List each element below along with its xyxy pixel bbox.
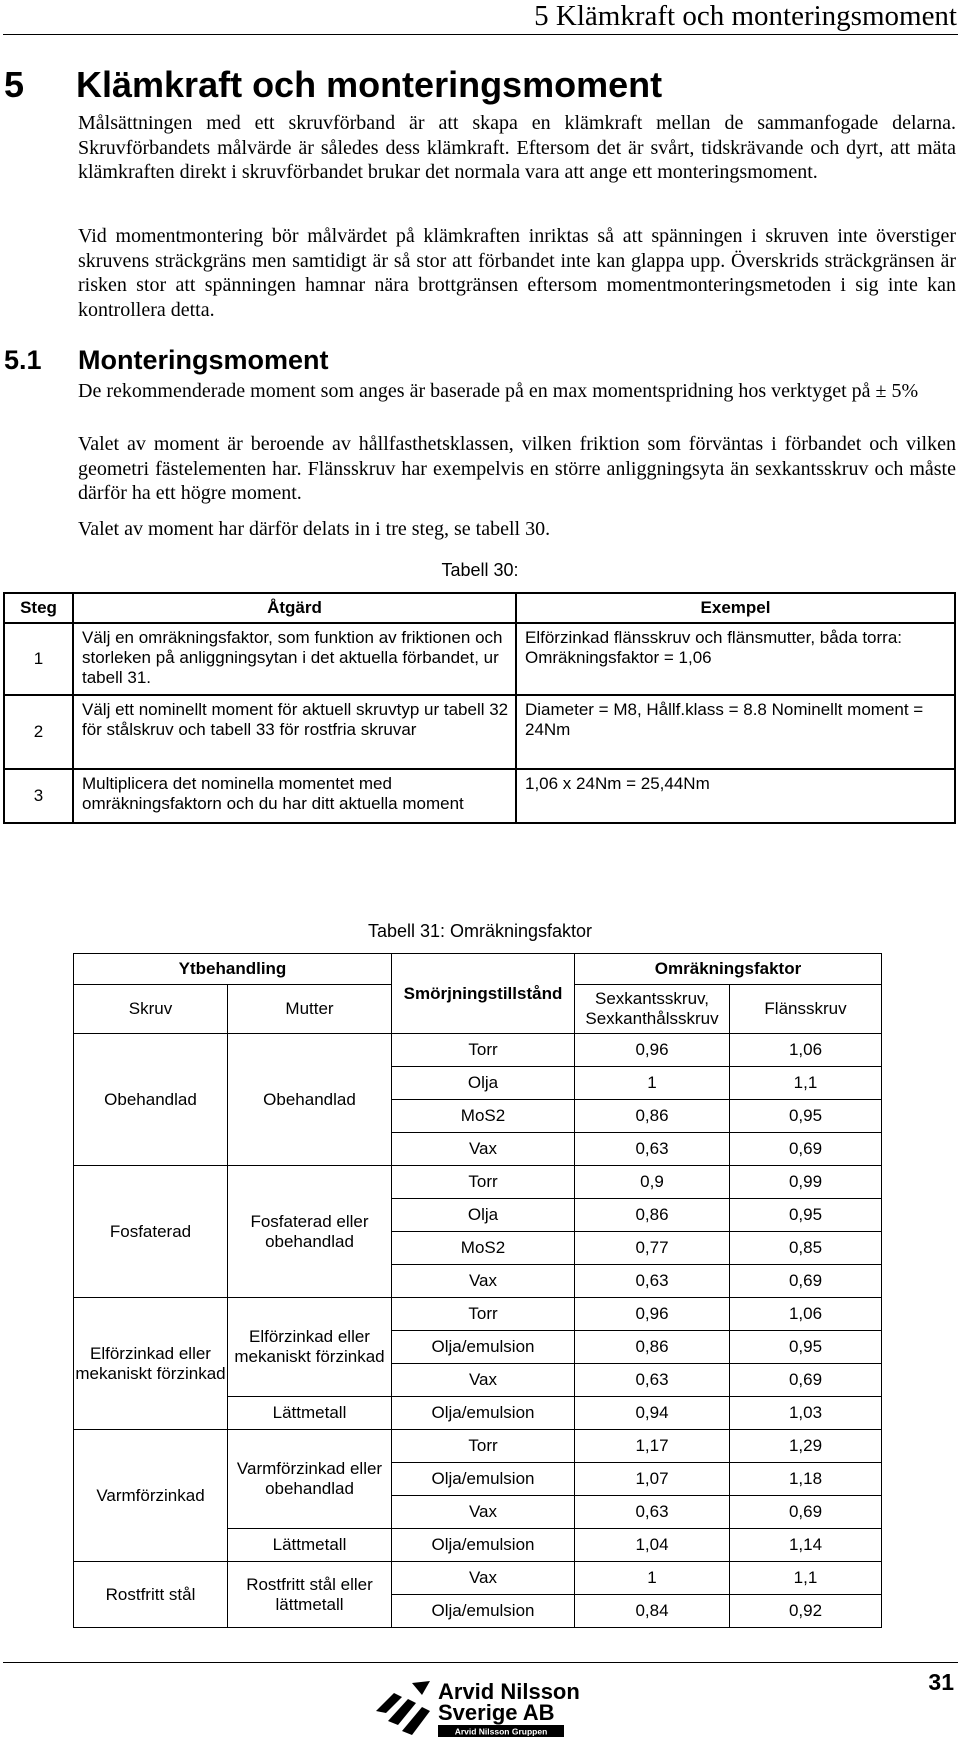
- faktor-sexkant-cell: 0,96: [575, 1034, 730, 1067]
- subsection-heading: [4, 345, 329, 376]
- section-heading: [4, 64, 662, 106]
- table31-caption: Tabell 31: Omräkningsfaktor: [367, 921, 593, 941]
- faktor-sexkant-cell: 1: [575, 1562, 730, 1595]
- exempel-cell: 1,06 x 24Nm = 25,44Nm: [516, 769, 955, 823]
- faktor-sexkant-cell: 1: [575, 1067, 730, 1100]
- faktor-flans-cell: 0,95: [730, 1100, 882, 1133]
- faktor-flans-cell: 0,92: [730, 1595, 882, 1628]
- faktor-sexkant-cell: 0,84: [575, 1595, 730, 1628]
- atgard-cell: Välj ett nominellt moment för aktuell skruvtyp ur tabell 32 för stålskruv och tabell 33 för rostfria skruvar: [73, 695, 516, 769]
- subsection-title: Monteringsmoment: [78, 345, 329, 375]
- faktor-flans-cell: 1,06: [730, 1034, 882, 1067]
- table-row: [74, 1430, 882, 1463]
- faktor-flans-cell: 1,06: [730, 1298, 882, 1331]
- faktor-sexkant-cell: 0,96: [575, 1298, 730, 1331]
- faktor-sexkant-cell: 1,04: [575, 1529, 730, 1562]
- smorjning-cell: Olja: [392, 1199, 575, 1232]
- table-row: [74, 1562, 882, 1595]
- atgard-cell: Välj en omräkningsfaktor, som funktion av friktionen och storleken på anliggningsytan i det aktuella förbandet, ur tabell 31.: [73, 623, 516, 695]
- smorjning-cell: Vax: [392, 1364, 575, 1397]
- table-row: [4, 769, 955, 823]
- faktor-sexkant-cell: 0,86: [575, 1100, 730, 1133]
- faktor-flans-cell: 0,69: [730, 1265, 882, 1298]
- exempel-cell: Diameter = M8, Hållf.klass = 8.8 Nominellt moment = 24Nm: [516, 695, 955, 769]
- faktor-flans-cell: 0,69: [730, 1364, 882, 1397]
- table-row: [4, 695, 955, 769]
- faktor-sexkant-cell: 0,77: [575, 1232, 730, 1265]
- smorjning-cell: Vax: [392, 1133, 575, 1166]
- atgard-cell: Multiplicera det nominella momentet med omräkningsfaktorn och du har ditt aktuella moment: [73, 769, 516, 823]
- smorjning-cell: Olja/emulsion: [392, 1331, 575, 1364]
- mutter-cell: Lättmetall: [228, 1397, 392, 1430]
- faktor-flans-cell: 0,85: [730, 1232, 882, 1265]
- table-30: [3, 592, 956, 824]
- column-header-atgard: Åtgärd: [73, 593, 516, 623]
- subsection-paragraph-1: De rekommenderade moment som anges är baserade på en max momentspridning hos verktyget på ± 5%: [78, 380, 919, 402]
- faktor-sexkant-cell: 0,63: [575, 1133, 730, 1166]
- skruv-cell: Fosfaterad: [74, 1166, 228, 1298]
- column-header-steg: Steg: [4, 593, 73, 623]
- faktor-flans-cell: 0,95: [730, 1331, 882, 1364]
- subsection-paragraph-3: Valet av moment har därför delats in i tre steg, se tabell 30.: [78, 518, 551, 540]
- faktor-flans-cell: 1,1: [730, 1067, 882, 1100]
- column-header-exempel: Exempel: [516, 593, 955, 623]
- logo-line-1: Arvid Nilsson: [438, 1679, 580, 1704]
- faktor-sexkant-cell: 0,63: [575, 1265, 730, 1298]
- subsection-paragraph-2: Valet av moment är beroende av hållfasthetsklassen, vilken friktion som förväntas i förbandet och vilken geometri fästelementen har. Flänsskruv har exempelvis en större anliggningsyta än sexkantsskruv och måste därför ha ett högre moment.: [78, 433, 956, 504]
- sub-header-mutter: Mutter: [228, 985, 392, 1034]
- group-header-ytbehandling: Ytbehandling: [74, 954, 392, 985]
- table-row: [74, 1298, 882, 1331]
- mutter-cell: Lättmetall: [228, 1529, 392, 1562]
- table-row: [74, 1166, 882, 1199]
- section-title: Klämkraft och monteringsmoment: [76, 64, 663, 105]
- section-paragraph-1: Målsättningen med ett skruvförband är att skapa en klämkraft mellan de sammanfogade delarna. Skruvförbandets målvärde är således dess klämkraft. Eftersom det är svårt, tidskrävande och dyrt, att mäta klämkraften direkt i skruvförbandet brukar det normala vara att ange ett monteringsmoment.: [78, 112, 956, 183]
- skruv-cell: Rostfritt stål: [74, 1562, 228, 1628]
- faktor-sexkant-cell: 1,07: [575, 1463, 730, 1496]
- faktor-sexkant-cell: 0,63: [575, 1364, 730, 1397]
- faktor-flans-cell: 1,03: [730, 1397, 882, 1430]
- exempel-cell: Elförzinkad flänsskruv och flänsmutter, båda torra: Omräkningsfaktor = 1,06: [516, 623, 955, 695]
- smorjning-cell: Olja/emulsion: [392, 1463, 575, 1496]
- mutter-cell: Obehandlad: [228, 1034, 392, 1166]
- sub-header-sexkantsskruv: Sexkantsskruv, Sexkanthålsskruv: [575, 985, 730, 1034]
- mutter-cell: Fosfaterad eller obehandlad: [228, 1166, 392, 1298]
- smorjning-cell: Vax: [392, 1265, 575, 1298]
- smorjning-cell: Vax: [392, 1562, 575, 1595]
- header-rule: [3, 34, 958, 35]
- steg-cell: 3: [4, 769, 73, 823]
- faktor-flans-cell: 0,69: [730, 1496, 882, 1529]
- smorjning-cell: Torr: [392, 1034, 575, 1067]
- mutter-cell: Elförzinkad eller mekaniskt förzinkad: [228, 1298, 392, 1397]
- faktor-flans-cell: 1,14: [730, 1529, 882, 1562]
- smorjning-cell: Olja/emulsion: [392, 1529, 575, 1562]
- faktor-sexkant-cell: 0,9: [575, 1166, 730, 1199]
- smorjning-cell: Torr: [392, 1298, 575, 1331]
- table-31: [73, 953, 882, 1628]
- skruv-cell: Elförzinkad eller mekaniskt förzinkad: [74, 1298, 228, 1430]
- skruv-cell: Obehandlad: [74, 1034, 228, 1166]
- faktor-sexkant-cell: 0,63: [575, 1496, 730, 1529]
- faktor-sexkant-cell: 0,86: [575, 1199, 730, 1232]
- steg-cell: 1: [4, 623, 73, 695]
- subsection-number: 5.1: [4, 345, 42, 375]
- group-header-omrakningsfaktor: Omräkningsfaktor: [575, 954, 882, 985]
- table-row: [4, 623, 955, 695]
- faktor-sexkant-cell: 0,86: [575, 1331, 730, 1364]
- smorjning-cell: MoS2: [392, 1232, 575, 1265]
- smorjning-cell: Vax: [392, 1496, 575, 1529]
- table-header-row: [4, 593, 955, 623]
- sub-header-skruv: Skruv: [74, 985, 228, 1034]
- faktor-flans-cell: 0,99: [730, 1166, 882, 1199]
- table-row: [74, 1034, 882, 1067]
- faktor-flans-cell: 1,1: [730, 1562, 882, 1595]
- page-number: 31: [928, 1669, 954, 1695]
- smorjning-cell: Torr: [392, 1430, 575, 1463]
- sub-header-flansskruv: Flänsskruv: [730, 985, 882, 1034]
- skruv-cell: Varmförzinkad: [74, 1430, 228, 1562]
- smorjning-cell: Torr: [392, 1166, 575, 1199]
- logo-mark-icon: [376, 1681, 430, 1735]
- mutter-cell: Varmförzinkad eller obehandlad: [228, 1430, 392, 1529]
- faktor-sexkant-cell: 1,17: [575, 1430, 730, 1463]
- group-header-smorjning: Smörjningstillstånd: [392, 954, 575, 1034]
- running-header: 5 Klämkraft och monteringsmoment: [534, 0, 957, 32]
- arvid-nilsson-logo: [372, 1675, 592, 1737]
- faktor-flans-cell: 1,18: [730, 1463, 882, 1496]
- logo-line-2: Sverige AB: [438, 1700, 555, 1725]
- smorjning-cell: Olja/emulsion: [392, 1595, 575, 1628]
- faktor-flans-cell: 0,95: [730, 1199, 882, 1232]
- faktor-flans-cell: 1,29: [730, 1430, 882, 1463]
- logo-tagline: Arvid Nilsson Gruppen: [454, 1726, 548, 1737]
- section-number: 5: [4, 64, 25, 105]
- table-group-header-row: [74, 954, 882, 985]
- faktor-sexkant-cell: 0,94: [575, 1397, 730, 1430]
- smorjning-cell: Olja: [392, 1067, 575, 1100]
- smorjning-cell: MoS2: [392, 1100, 575, 1133]
- smorjning-cell: Olja/emulsion: [392, 1397, 575, 1430]
- steg-cell: 2: [4, 695, 73, 769]
- table30-caption: Tabell 30:: [441, 560, 519, 580]
- section-paragraph-2: Vid momentmontering bör målvärdet på klämkraften inriktas så att spänningen i skruven inte överstiger skruvens sträckgräns men samtidigt är så stor att förbandet inte kan glappa upp. Överskrids sträckgränsen är risken stor att spänningen hamnar nära brottgränsen eftersom momentmonteringsmetoden i sig inte kan kontrollera detta.: [78, 225, 956, 321]
- footer-rule: [3, 1662, 958, 1663]
- faktor-flans-cell: 0,69: [730, 1133, 882, 1166]
- mutter-cell: Rostfritt stål eller lättmetall: [228, 1562, 392, 1628]
